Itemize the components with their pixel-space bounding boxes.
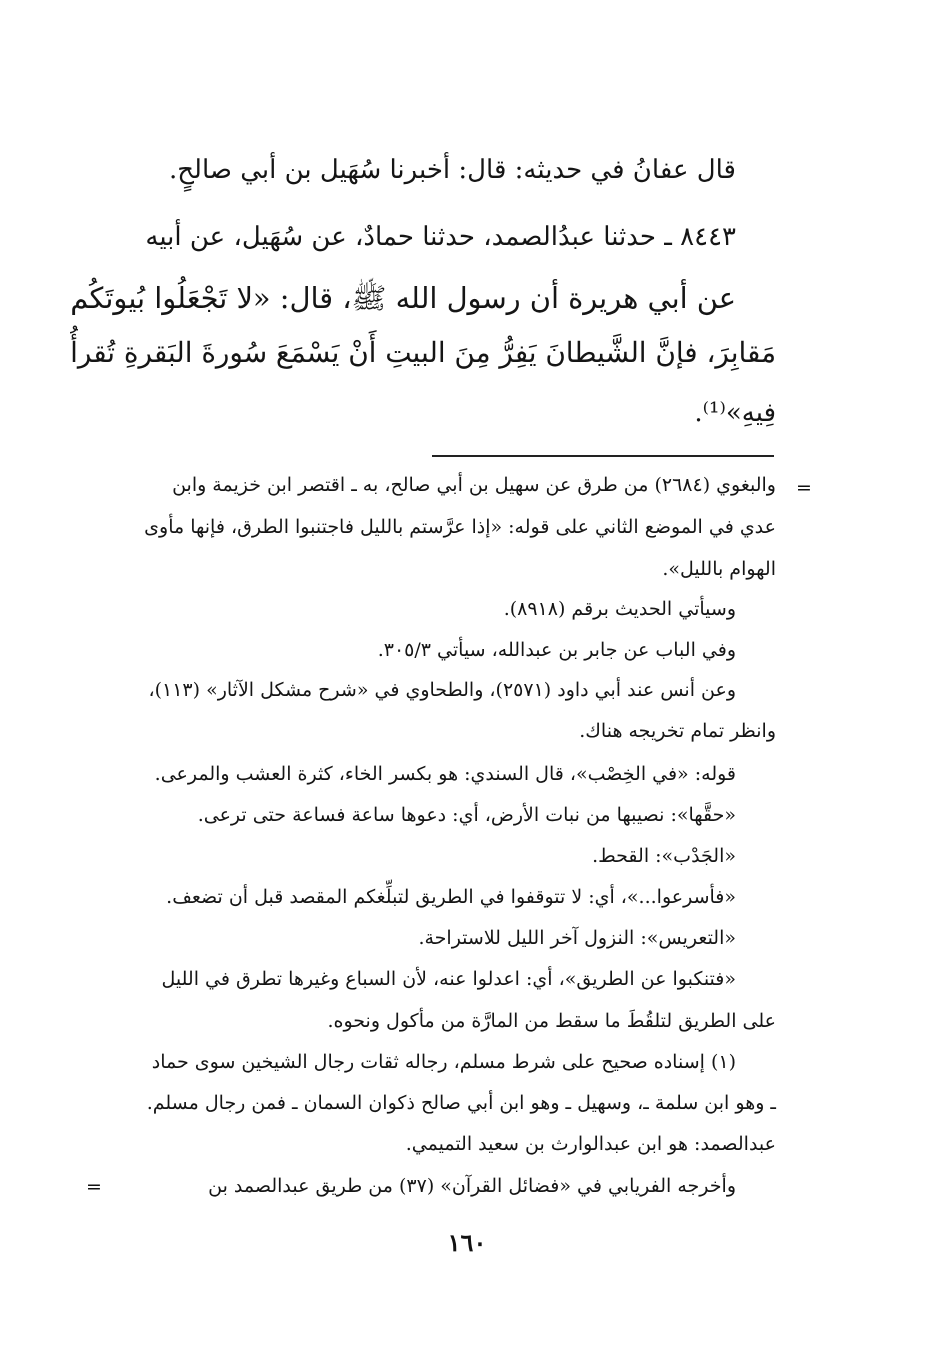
footnote-next-page-mark: =	[86, 1176, 102, 1198]
footnote-line-9: «حقَّها»: نصيبها من نبات الأرض، أي: دعوها ساعة فساعة حتى ترعى.	[197, 804, 736, 826]
main-line-5: فِيهِ»⁽¹⁾.	[694, 398, 776, 428]
footnote-line-15: (١) إسناده صحيح على شرط مسلم، رجاله ثقات رجال الشيخين سوى حماد	[151, 1051, 736, 1073]
footnote-line-16: ـ وهو ابن سلمة ـ، وسهيل ـ وهو ابن أبي صالح ذكوان السمان ـ فمن رجال مسلم.	[146, 1092, 776, 1114]
footnote-line-5: وفي الباب عن جابر بن عبدالله، سيأتي ٣٠٥/٣.	[377, 639, 736, 661]
footnote-line-11: «فأسرعوا...»، أي: لا تتوقفوا في الطريق لتبلِّغكم المقصد قبل أن تضعف.	[166, 886, 736, 908]
page-number: ١٦٠	[447, 1228, 487, 1257]
footnote-continuation-mark: =	[796, 477, 812, 499]
main-line-3: عن أبي هريرة أن رسول الله ﷺ، قال: «لا تَجْعَلُوا بُيوتَكُم	[70, 281, 736, 315]
footnote-line-18: وأخرجه الفريابي في «فضائل القرآن» (٣٧) من طريق عبدالصمد بن	[208, 1175, 736, 1197]
footnote-separator	[432, 455, 774, 457]
footnote-line-3: الهوام بالليل».	[662, 558, 776, 580]
footnote-line-17: عبدالصمد: هو ابن عبدالوارث بن سعيد التميمي.	[405, 1133, 776, 1155]
main-line-2: ٨٤٤٣ ـ حدثنا عبدُالصمد، حدثنا حمادٌ، عن سُهَيل، عن أبيه	[145, 222, 736, 252]
footnote-line-7: وانظر تمام تخريجه هناك.	[579, 720, 776, 742]
footnote-line-1: والبغوي (٢٦٨٤) من طرق عن سهيل بن أبي صالح، به ـ اقتصر ابن خزيمة وابن	[172, 474, 776, 496]
footnote-line-4: وسيأتي الحديث برقم (٨٩١٨).	[503, 598, 736, 620]
footnote-line-6: وعن أنس عند أبي داود (٢٥٧١)، والطحاوي في «شرح مشكل الآثار» (١١٣)،	[148, 679, 736, 701]
footnote-line-12: «التعريس»: النزول آخر الليل للاستراحة.	[418, 927, 736, 949]
footnote-line-13: «فتنكبوا عن الطريق»، أي: اعدلوا عنه، لأن السباع وغيرها تطرق في الليل	[161, 968, 736, 990]
footnote-line-8: قوله: «في الخِصْب»، قال السندي: هو بكسر الخاء، كثرة العشب والمرعى.	[154, 763, 736, 785]
footnote-line-14: على الطريق لتلقُطَ ما سقط من المارَّة من مأكول ونحوه.	[327, 1010, 776, 1032]
main-line-4: مَقابِرَ، فإنَّ الشَّيطانَ يَفِرُّ مِنَ البيتِ أَنْ يَسْمَعَ سُورةَ البَقرةِ تُقرأُ	[70, 336, 776, 369]
footnote-line-2: عدي في الموضع الثاني على قوله: «إذا عرَّستم بالليل فاجتنبوا الطرق، فإنها مأوى	[144, 516, 776, 538]
footnote-line-10: «الجَدْب»: القحط.	[592, 845, 736, 867]
main-line-1: قال عفانُ في حديثه: قال: أخبرنا سُهَيل بن أبي صالحٍ.	[169, 155, 736, 185]
